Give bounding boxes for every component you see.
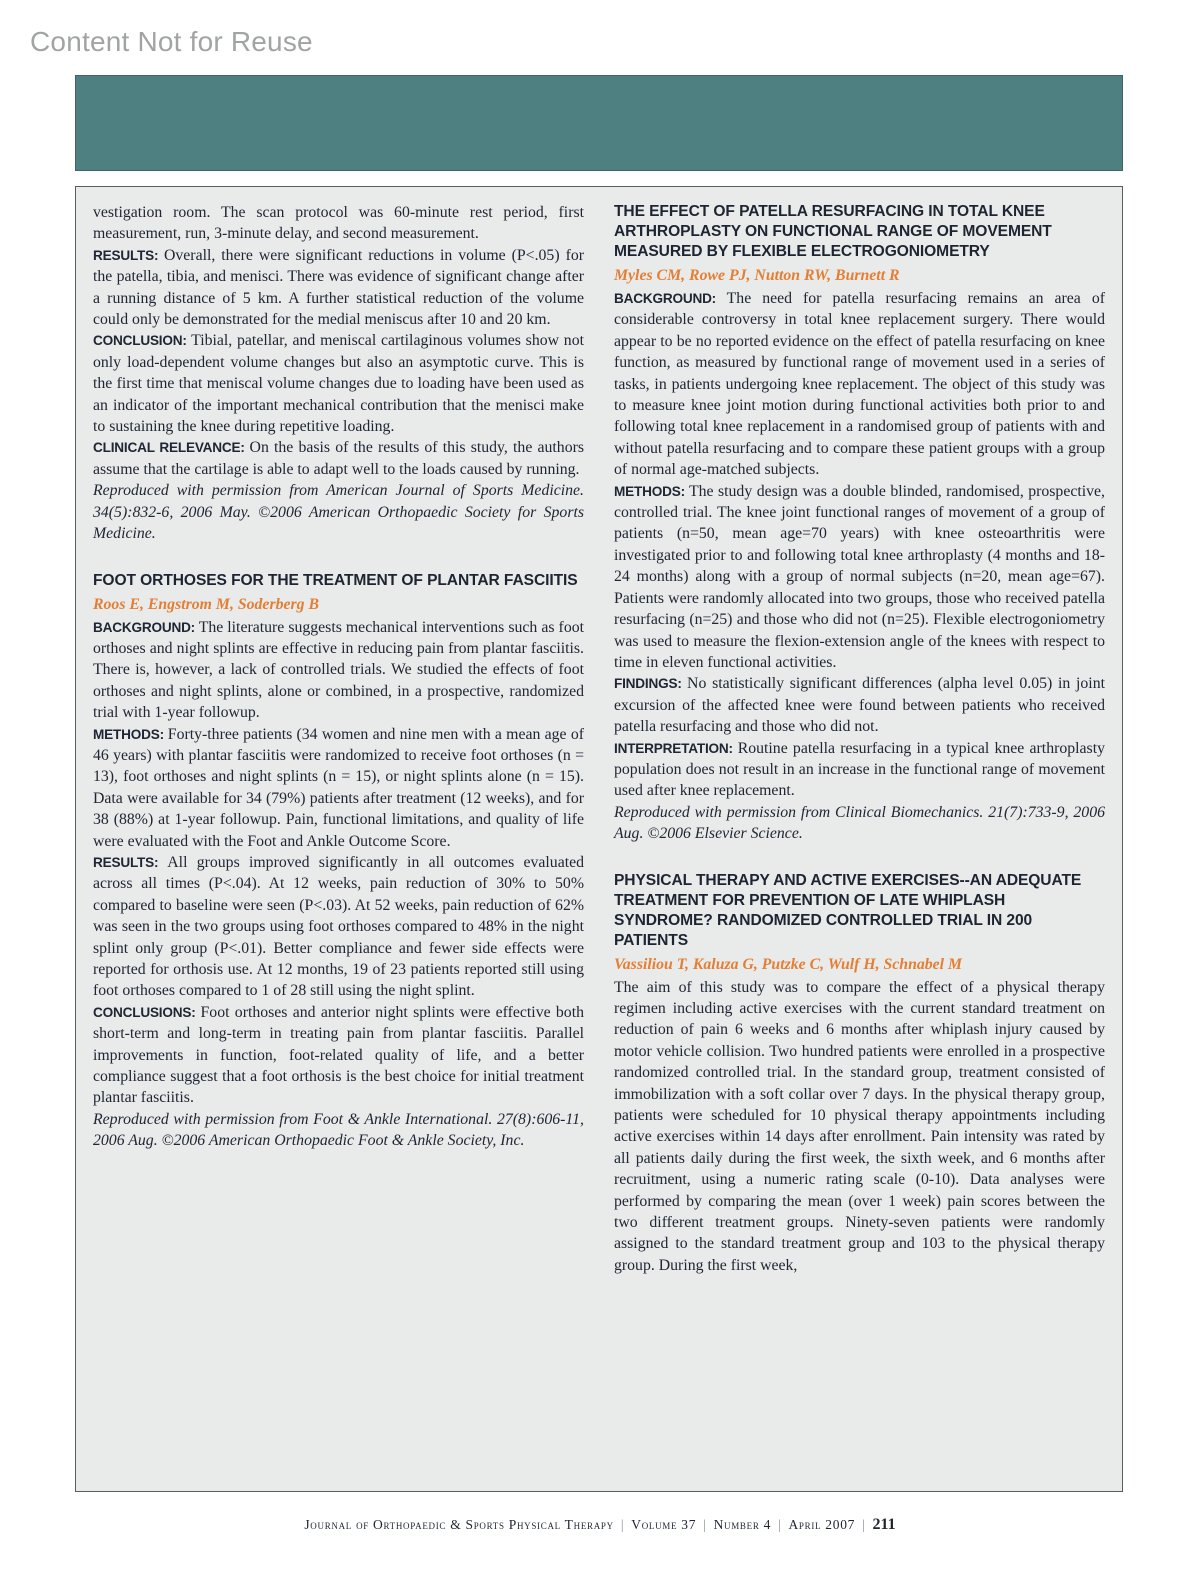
abstract-authors: Vassiliou T, Kaluza G, Putzke C, Wulf H, Schnabel M [614,955,963,973]
citation-paragraph: Reproduced with permission from American Journal of Sports Medicine. 34(5):832-6, 2006 May. ©2006 American Orthopaedic Society for Sports Medicine. [93,482,584,543]
footer-page-number: 211 [872,1516,896,1533]
abstract-title: PHYSICAL THERAPY AND ACTIVE EXERCISES--AN ADEQUATE TREATMENT FOR PREVENTION OF LATE WHIPLASH SYNDROME? RANDOMIZED CONTROLLED TRIAL IN 200 PATIENTS [614,871,1082,949]
footer-separator: | [703,1517,707,1532]
abstract-block [614,202,1105,845]
section-label: METHODS: [93,726,168,742]
footer-separator: | [862,1517,866,1532]
abstract-paragraph: RESULTS: All groups improved significantly in all outcomes evaluated across all times (P<.04). At 12 weeks, pain reduction of 30% to 50% compared to baseline were seen (P<.03). At 52 weeks, pain reduction of 62% was seen in the two groups using foot orthoses compared to 48% in the night splint only group (P<.01). Better compliance and fewer side effects were reported for orthosis use. At 12 months, 19 of 23 patients reported still using foot orthoses compared to 1 of 28 still using the night splint. [93,853,585,1000]
two-column-layout [93,202,1105,1276]
abstract-paragraph: CONCLUSION: Tibial, patellar, and meniscal cartilaginous volumes show not only load-dependent volume changes but also an asymptotic curve. This is the first time that meniscal volume changes due to loading have been used as an indicator of the important mechanical contribution that the menisci make to sustaining the knee during repetitive loading. [93,332,584,436]
footer-date: April 2007 [788,1517,856,1532]
footer-separator: | [620,1517,625,1532]
abstract-paragraph: RESULTS: Overall, there were significant reductions in volume (P<.05) for the patella, tibia, and menisci. There was evidence of significant change after a running distance of 5 km. A further statistical reduction of the volume could only be demonstrated for the medial meniscus after 10 and 20 km. [93,246,584,329]
abstract-title: THE EFFECT OF PATELLA RESURFACING IN TOTAL KNEE ARTHROPLASTY ON FUNCTIONAL RANGE OF MOVEMENT MEASURED BY FLEXIBLE ELECTROGONIOMETRY [614,203,1052,260]
abstract-paragraph: The aim of this study was to compare the effect of a physical therapy regimen including active exercises with the current standard treatment on reduction of pain 6 weeks and 6 months after whiplash injury caused by motor vehicle collision. Two hundred patients were enrolled in a prospective randomized controlled trial. In the standard group, treatment consisted of immobilization with a soft collar over 7 days. In the physical therapy group, patients were scheduled for 10 physical therapy appointments including active exercises within 14 days after enrollment. Pain intensity was rated by all patients daily during the first week, the sixth week, and 6 months after recruitment, using a numeric rating scale (0-10). Data analyses were performed by comparing the mean (over 1 week) pain scores between the two different treatment groups. Ninety-seven patients were randomly assigned to the standard treatment group and 103 to the physical therapy group. During the first week, [614,978,1105,1274]
abstract-block [93,202,584,545]
column-left [93,202,584,1276]
footer-separator: | [778,1517,782,1532]
section-label: CONCLUSIONS: [93,1004,201,1020]
section-label: METHODS: [614,483,689,499]
citation-paragraph: Reproduced with permission from Foot & Ankle International. 27(8):606-11, 2006 Aug. ©2006 American Orthopaedic Foot & Ankle Society, Inc. [93,1110,584,1150]
footer-journal-name: Journal of Orthopaedic & Sports Physical Therapy [304,1517,614,1532]
section-label: CONCLUSION: [93,333,192,349]
watermark-content-not-for-reuse: Content Not for Reuse [30,26,313,57]
abstract-paragraph: CLINICAL RELEVANCE: On the basis of the results of this study, the authors assume that the cartilage is able to adapt well to the loads caused by running. [93,439,584,478]
abstract-block [614,871,1105,1277]
abstract-paragraph: BACKGROUND: The need for patella resurfacing remains an area of considerable controversy in total knee replacement surgery. There would appear to be no reported evidence on the effect of patella resurfacing on knee function, as measured by functional range of movement used in a series of tasks, in patients undergoing knee replacement. The object of this study was to measure knee joint motion during functional activities both prior to and following total knee replacement in a randomised group of patients with and without patella resurfacing and to compare these patient groups with a group of normal age-matched subjects. [614,290,1105,479]
section-label: RESULTS: [93,854,168,870]
section-label: FINDINGS: [614,676,688,692]
abstract-block [93,571,584,1152]
footer-volume: Volume 37 [631,1517,697,1532]
abstract-title: FOOT ORTHOSES FOR THE TREATMENT OF PLANTAR FASCIITIS [93,571,578,589]
section-label: CLINICAL RELEVANCE: [93,440,250,456]
abstract-paragraph: vestigation room. The scan protocol was 60-minute rest period, first measurement, run, 3-minute delay, and second measurement. [93,204,584,243]
column-right [614,202,1105,1276]
citation-paragraph: Reproduced with permission from Clinical Biomechanics. 21(7):733-9, 2006 Aug. ©2006 Elsevier Science. [614,803,1105,843]
abstract-authors: Roos E, Engstrom M, Soderberg B [93,595,320,613]
section-label: BACKGROUND: [93,619,199,635]
abstract-paragraph: FINDINGS: No statistically significant differences (alpha level 0.05) in joint excursion of the affected knee were found between patients who received patella resurfacing and those who did not. [614,675,1105,736]
abstract-paragraph: METHODS: The study design was a double blinded, randomised, prospective, controlled trial. The knee joint functional ranges of movement of a group of patients (n=50, mean age=70 years) with knee osteoarthritis were investigated prior to and following total knee arthroplasty (4 months and 18-24 months) along with a group of normal subjects (n=20, mean age=67). Patients were randomly allocated into two groups, those who received patella resurfacing (n=25) and those who did not (n=25). Flexible electrogoniometry was used to measure the flexion-extension angle of the knees with respect to time in eleven functional activities. [614,482,1105,671]
section-label: RESULTS: [93,247,164,263]
section-label: BACKGROUND: [614,291,727,306]
teal-banner [75,75,1123,171]
abstract-paragraph: INTERPRETATION: Routine patella resurfacing in a typical knee arthroplasty population does not result in an increase in the functional range of movement used after knee replacement. [614,739,1105,800]
abstracts-content-box [75,186,1123,1492]
abstract-authors: Myles CM, Rowe PJ, Nutton RW, Burnett R [614,267,900,284]
abstract-paragraph: METHODS: Forty-three patients (34 women and nine men with a mean age of 46 years) with plantar fasciitis were randomized to receive foot orthoses (n = 13), foot orthoses and night splints (n = 15), or night splints alone (n = 15). Data were available for 34 (79%) patients after treatment (12 weeks), and for 38 (88%) at 1-year followup. Pain, functional limitations, and quality of life were evaluated with the Foot and Ankle Outcome Score. [93,725,584,850]
abstract-paragraph: BACKGROUND: The literature suggests mechanical interventions such as foot orthoses and night splints are effective in reducing pain from plantar fasciitis. There is, however, a lack of controlled trials. We studied the effects of foot orthoses and night splints, alone or combined, in a prospective, randomized trial with 1-year followup. [93,618,584,722]
footer-number: Number 4 [713,1517,772,1532]
abstract-paragraph: CONCLUSIONS: Foot orthoses and anterior night splints were effective both short-term and long-term in treating pain from plantar fasciitis. Parallel improvements in function, foot-related quality of life, and a better compliance suggest that a foot orthosis is the best choice for initial treatment plantar fasciitis. [93,1003,584,1107]
section-label: INTERPRETATION: [614,740,738,756]
page-footer [0,1516,1200,1534]
